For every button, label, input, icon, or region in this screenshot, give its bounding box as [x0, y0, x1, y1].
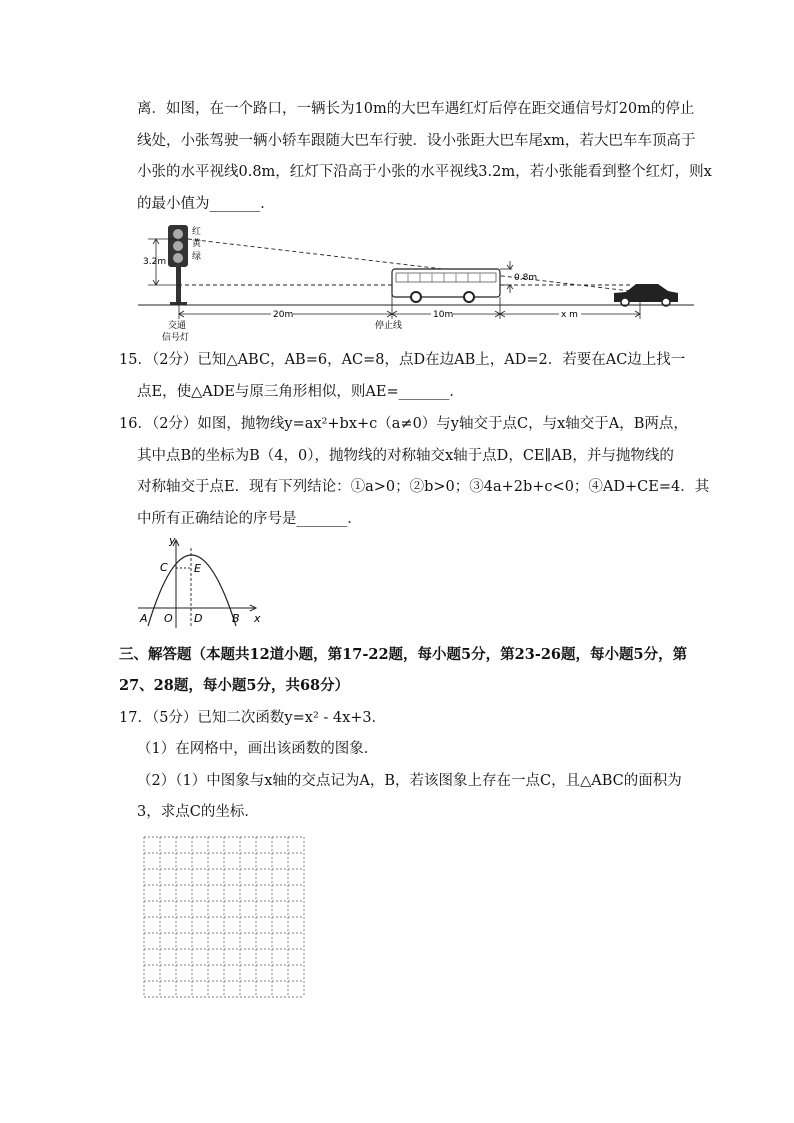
point-o-label: O [164, 612, 173, 625]
q17-line-4: 3，求点C的坐标． [137, 804, 259, 820]
q17-line-2: （1）在网格中，画出该函数的图象． [137, 741, 379, 757]
q14-line-1: 离．如图，在一个路口，一辆长为10m的大巴车遇红灯后停在距交通信号灯20m的停止 [137, 101, 695, 117]
q14-line-3: 小张的水平视线0.8m，红灯下沿高于小张的水平视线3.2m，若小张能看到整个红灯，则x [137, 164, 712, 180]
car-icon [614, 284, 678, 306]
q16-line-3: 对称轴交于点E．现有下列结论：①a>0；②b>0；③4a+2b+c<0；④AD+CE=4．其 [137, 479, 710, 495]
distance-20m-label: 20m [273, 310, 294, 320]
q15-line-2: 点E，使△ADE与原三角形相似，则AE=_______． [137, 384, 464, 400]
distance-x-label: x m [561, 310, 578, 320]
light-label-red: 红 [192, 227, 202, 237]
signal-label-line1: 交通 [168, 321, 187, 331]
bus-icon [392, 269, 500, 302]
point-e-label: E [194, 562, 201, 575]
distance-10m-label: 10m [433, 310, 454, 320]
answer-grid [143, 836, 305, 1000]
q16-line-1: 16．（2分）如图，抛物线y=ax²+bx+c（a≠0）与y轴交于点C，与x轴交于A，B两点， [119, 416, 688, 432]
y-axis-label: y [169, 534, 176, 547]
q17-line-3: （2）（1）中图象与x轴的交点记为A，B，若该图象上存在一点C，且△ABC的面积为 [137, 773, 682, 789]
point-b-label: B [232, 612, 240, 625]
parabola-figure [136, 534, 264, 630]
x-axis-label: x [254, 612, 261, 625]
signal-label-line2: 信号灯 [162, 333, 190, 343]
section-heading-line-2: 27、28题，每小题5分，共68分） [119, 677, 350, 694]
q14-line-2: 线处，小张驾驶一辆小轿车跟随大巴车行驶．设小张距大巴车尾xm，若大巴车车顶高于 [137, 133, 696, 149]
q16-line-4: 中所有正确结论的序号是_______． [137, 511, 362, 527]
light-label-green: 绿 [192, 252, 202, 262]
q16-line-2: 其中点B的坐标为B（4，0），抛物线的对称轴交x轴于点D，CE∥AB，并与抛物线的 [137, 448, 674, 464]
height-right-label: 0.8m [514, 273, 538, 283]
height-left-label: 3.2m [143, 257, 167, 267]
section-heading-line-1: 三、解答题（本题共12道小题，第17-22题，每小题5分，第23-26题，每小题5分，第 [119, 646, 688, 663]
q15-line-1: 15．（2分）已知△ABC，AB=6，AC=8，点D在边AB上，AD=2．若要在AC边上找一 [119, 352, 686, 368]
light-label-yellow: 黄 [192, 239, 202, 249]
q17-line-1: 17．（5分）已知二次函数y=x² - 4x+3． [119, 710, 387, 726]
point-a-label: A [140, 612, 148, 625]
point-d-label: D [194, 612, 203, 625]
stop-line-label: 停止线 [375, 321, 403, 331]
point-c-label: C [160, 561, 168, 574]
traffic-figure [138, 222, 694, 344]
q14-line-4: 的最小值为_______． [137, 196, 275, 212]
